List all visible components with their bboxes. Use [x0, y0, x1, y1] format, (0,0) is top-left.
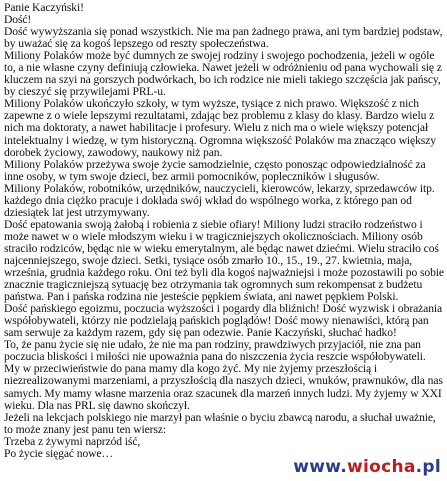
letter-paragraph: To, że panu życie się nie udało, że nie ma pan rodziny, prawdziwych przyjaciół, nie zna pan poczucia bliskości i miłości nie upoważnia pana do niszczenia życia reszcie współobywateli. My w przeciwieństwie do pana mamy dla kogo żyć. My nie żyjemy przeszłością i niezrealizowanymi marzeniami, a przyszłością dla naszych dzieci, wnuków, prawnuków, dla nas samych. My mamy własne marzenia oraz szacunek dla marzeń innych ludzi. My żyjemy w XXI wieku. Dla nas PRL się dawno skończył. — [4, 338, 443, 412]
letter-greeting: Panie Kaczyński! — [4, 1, 84, 14]
letter-paragraph: Miliony Polaków ukończyło szkoły, w tym wyższe, tysiące z nich prawo. Większość z nich zapewne z o wiele lepszymi rezultatami, zdając bez problemu z klasy do klasy. Bardzo wielu z nich ma doktoraty, a nawet habilitacje i profesury. Wielu z nich ma o wiele większy potencjał intelektualny i wiedzę, w tym historyczną. Ogromna większość Polaków ma znacząco większy dorobek życiowy, zawodowy, naukowy niż pan. — [4, 97, 436, 159]
letter-paragraph: Miliony Polaków, robotników, urzędników, nauczycieli, kierowców, lekarzy, sprzedawców itp. każdego dnia ciężko pracuje i dokłada swój wkład do wspólnego worka, z którego pan od dziesiątek lat jest utrzymywany. — [4, 181, 435, 219]
letter-paragraph: Miliony Polaków przeżywa swoje życie samodzielnie, często ponosząc odpowiedzialność za inne osoby, w tym swoje dzieci, bez armii pomocników, popleczników i sługusów. — [4, 157, 426, 183]
letter-paragraph: Miliony Polaków może być dumnych ze swojej rodziny i swojego pochodzenia, jeżeli w ogóle to, a nie własne czyny definiują człowieka. Nawet jeżeli w odróżnieniu od pana wychowali się z kluczem na szyi na gorszych podwórkach, bo ich rodzice nie mieli takiego szczęścia jak pańscy, by cieszyć się przywilejami PRL-u. — [4, 49, 442, 99]
watermark-brand: wiocha — [346, 457, 416, 477]
letter-text — [4, 2, 444, 460]
letter-paragraph: Dość wywyższania się ponad wszystkich. Nie ma pan żadnego prawa, ani tym bardziej podstaw, by uważać się za kogoś lepszego od reszty społeczeństwa. — [4, 25, 443, 51]
watermark-suffix: .pl — [415, 457, 441, 477]
poem-line: Po życie sięgać nowe… — [4, 446, 113, 460]
watermark-prefix: www. — [293, 457, 347, 477]
poem-line: Trzeba z żywymi naprzód iść, — [4, 434, 141, 448]
letter-paragraph: Dość epatowania swoją żałobą i robienia z siebie ofiary! Miliony ludzi straciło rodzeństwo i może nawet w o wiele młodszym wieku i w tragiczniejszych okolicznościach. Miliony osób straciło rodziców, będąc nie w wieku emerytalnym, ale będąc nawet dziećmi. Wielu straciło coś najcenniejszego, swoje dzieci. Setki, tysiące osób zmarło 10., 15., 19., 27. kwietnia, maja, września, grudnia każdego roku. Oni też byli dla kogoś najważniejsi i może pozostawili po sobie znacznie tragiczniejszą sytuację bez otrzymania tak ogromnych sum rekompensat z budżetu państwa. Pan i pańska rodzina nie jesteście pępkiem świata, ani nawet pępkiem Polski. — [4, 217, 444, 304]
letter-paragraph: Dość pańskiego egoizmu, poczucia wyższości i pogardy dla bliźnich! Dość wyzwisk i obrażania współobywateli, którzy nie podzielają pańskich poglądów! Dość mowy nienawiści, którą pan sam serwuje za każdym razem, gdy się pan odezwie. Panie Kaczyński, słuchać hadko! — [4, 302, 443, 340]
letter-paragraph: Dość! — [4, 13, 32, 27]
site-watermark — [293, 457, 441, 477]
letter-paragraph: Jeżeli na lekcjach polskiego nie marzył pan właśnie o byciu zbawcą narodu, a słuchał uważnie, to może znany jest panu ten wiersz: — [4, 410, 436, 436]
